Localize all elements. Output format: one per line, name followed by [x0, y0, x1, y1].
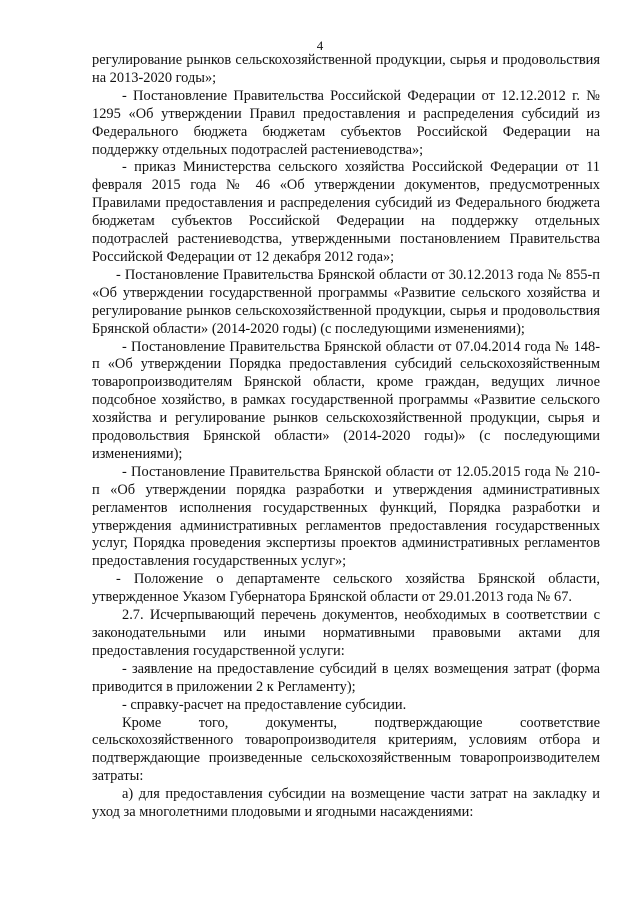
paragraph-decree-bryansk-855: - Постановление Правительства Брянской области от 30.12.2013 года № 855-п «Об утверждении государственной программы «Развитие сельского хозяйства и регулирование рынков сельскохозяйственной продукции, сырья и продовольствия Брянской области» (2014-2020 годы) (с последующими изменениями); — [92, 266, 600, 337]
paragraph-additional-docs: Кроме того, документы, подтверждающие соответствие сельскохозяйственного товаропроизводителя критериям, условиям отбора и подтверждающие произведенные сельскохозяйственным товаропроизводителем затраты: — [92, 714, 600, 785]
paragraph-application: - заявление на предоставление субсидий в целях возмещения затрат (форма приводится в приложении 2 к Регламенту); — [92, 660, 600, 695]
document-body — [92, 52, 600, 822]
paragraph-decree-bryansk-210: - Постановление Правительства Брянской области от 12.05.2015 года № 210-п «Об утверждении порядка разработки и утверждения административных регламентов исполнения государственных функций, Порядка разработки и утверждения административных регламентов предоставления государственных услуг, Порядка проведения экспертизы проектов административных регламентов предоставления государственных услуг»; — [92, 463, 600, 570]
paragraph-section-2-7: 2.7. Исчерпывающий перечень документов, необходимых в соответствии с законодательными или иными нормативными правовыми актами для предоставления государственной услуги: — [92, 607, 600, 659]
paragraph-continuation: регулирование рынков сельскохозяйственной продукции, сырья и продовольствия на 2013-2020 годы»; — [92, 52, 600, 86]
paragraph-department-regulation: - Положение о департаменте сельского хозяйства Брянской области, утвержденное Указом Губернатора Брянской области от 29.01.2013 года № 67. — [92, 571, 600, 606]
paragraph-decree-rf-1295: - Постановление Правительства Российской Федерации от 12.12.2012 г. № 1295 «Об утверждении Правил предоставления и распределения субсидий из Федерального бюджета бюджетам субъектов Российской Федерации на поддержку отдельных подотраслей растениеводства»; — [92, 87, 600, 158]
paragraph-calculation: - справку-расчет на предоставление субсидии. — [122, 696, 407, 713]
paragraph-decree-bryansk-148: - Постановление Правительства Брянской области от 07.04.2014 года № 148-п «Об утверждении Порядка предоставления субсидий сельскохозяйственным товаропроизводителям Брянской области, кроме граждан, ведущих личное подсобное хозяйство, в рамках государственной программы «Развитие сельского хозяйства и регулирование рынков сельскохозяйственной продукции, сырья и продовольствия Брянской области» (2014-2020 годы)» (с последующими изменениями); — [92, 338, 600, 462]
paragraph-item-a: а) для предоставления субсидии на возмещение части затрат на закладку и уход за многолетними плодовыми и ягодными насаждениями: — [92, 786, 600, 821]
paragraph-order-minselhoz-46: - приказ Министерства сельского хозяйства Российской Федерации от 11 февраля 2015 года № 46 «Об утверждении документов, предусмотренных Правилами предоставления и распределения субсидий из Федерального бюджета бюджетам субъектов Российской Федерации на поддержку отдельных подотраслей растениеводства, утвержденными постановлением Правительства Российской Федерации от 12 декабря 2012 года»; — [92, 159, 600, 265]
page-number: 4 — [316, 38, 324, 53]
